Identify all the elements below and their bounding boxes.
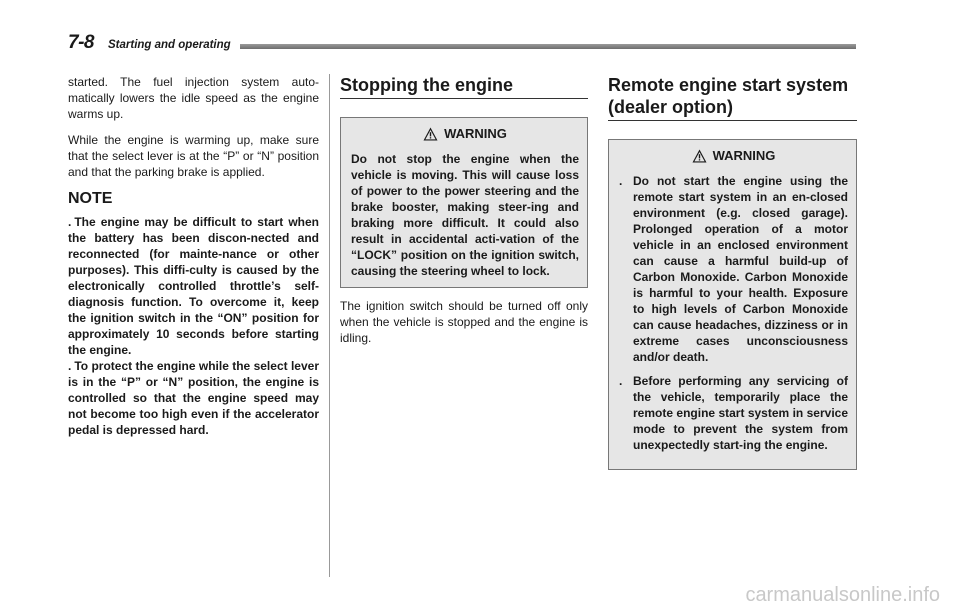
warning-box [608,139,857,470]
warning-triangle-icon [692,149,707,163]
warning-item [619,173,848,365]
section-title: Starting and operating [108,39,231,51]
bullet: . [619,174,623,188]
paragraph-warmup: started. The fuel injection system auto-matically lowers the idle speed as the engine warms up. [68,75,319,121]
warning-header [619,148,848,163]
warning-label: WARNING [444,126,507,141]
page-number: 7-8 [68,32,94,53]
bullet: . [619,374,623,388]
header-rule [240,44,856,49]
warning-triangle-icon [423,127,438,141]
page-header [68,32,856,54]
paragraph-select-lever: While the engine is warming up, make sure that the select lever is at the “P” or “N” position and that the parking brake is applied. [68,133,319,179]
paragraph-ignition: The ignition switch should be turned off only when the vehicle is stopped and the engine is idling. [340,299,588,345]
warning-box [340,117,588,288]
column-divider [329,74,330,577]
column-left [68,74,319,438]
heading-remote-start: Remote engine start system (dealer option) [608,74,857,121]
bullet: . [68,215,72,229]
warning-label: WARNING [712,148,776,163]
column-right [608,74,857,470]
note-item [68,214,319,358]
warning-text: Do not stop the engine when the vehicle is moving. This will cause loss of power to the power steering and the brake booster, making steer-ing and braking more difficult. It could also result in accidental acti-vation of the “LOCK” position on the ignition switch, causing the steering wheel to lock. [351,152,579,278]
warning-header [351,126,579,141]
watermark: carmanualsonline.info [745,584,940,606]
warning-item-text: Do not start the engine using the remote start system in an en-closed environment (e.g. closed garage). Prolonged operation of a motor vehicle in an enclosed environment can cause a harmful build-up of Carbon Monoxide. Carbon Monoxide is harmful to your health. Exposure to high levels of Carbon Monoxide can cause headaches, dizziness or in extreme cases unconsciousness and/or death. [633,174,848,364]
note-item [68,358,319,438]
bullet: . [68,359,72,373]
note-heading: NOTE [68,190,113,207]
heading-stopping-engine: Stopping the engine [340,74,588,99]
note-item-text: To protect the engine while the select lever is in the “P” or “N” position, the engine is controlled so that the engine speed may not become too high even if the accelerator pedal is depressed hard. [68,359,319,437]
note-item-text: The engine may be difficult to start when the battery has been discon-nected and reconnected (for mainte-nance or other purposes). This diffi-culty is caused by the electronically controlled throttle’s self-diagnosis function. To overcome it, keep the ignition switch in the “ON” position for approximately 10 seconds before starting the engine. [68,215,319,357]
warning-item [619,373,848,453]
warning-item-text: Before performing any servicing of the vehicle, temporarily place the remote engine start system in service mode to prevent the system from unexpectedly start-ing the engine. [633,374,848,452]
column-middle [340,74,588,356]
